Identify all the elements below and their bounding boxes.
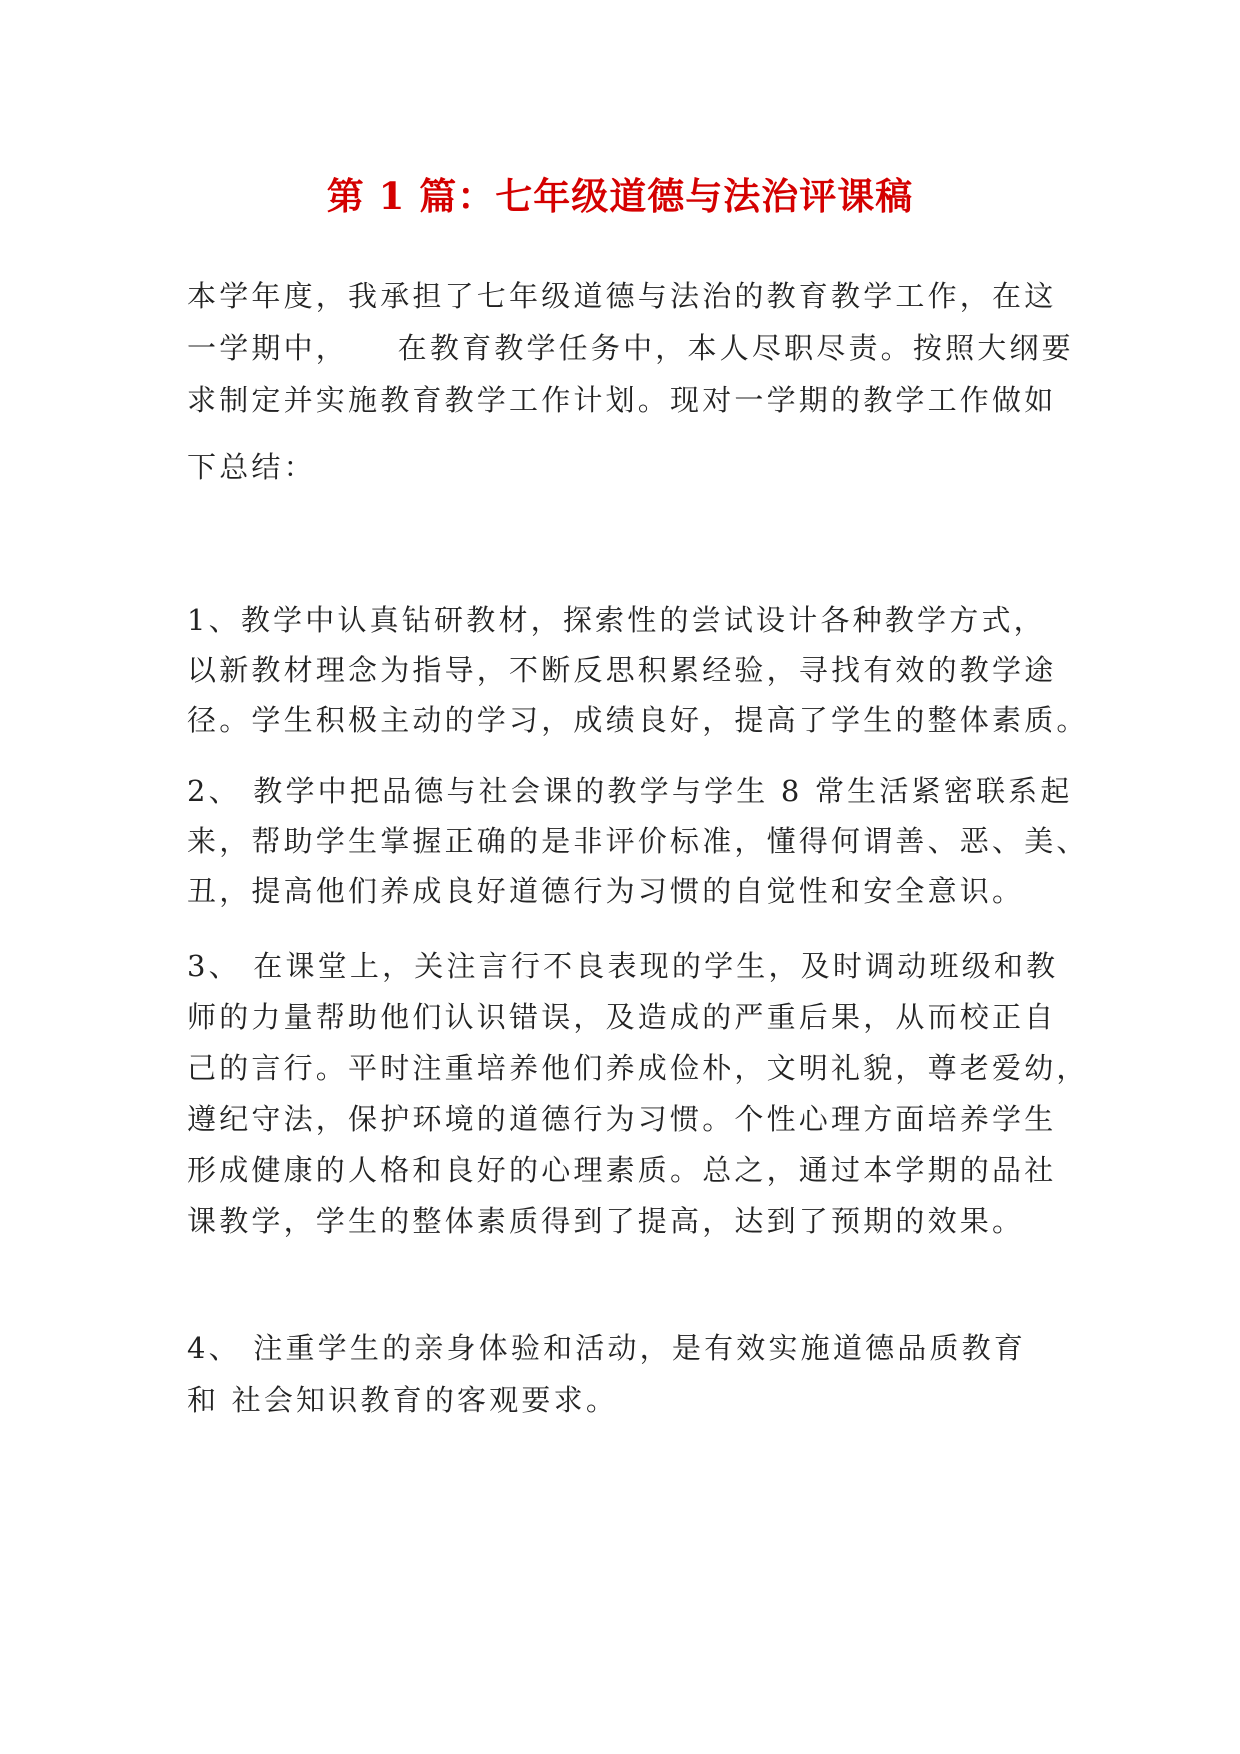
text-line: 2、 教学中把品德与社会课的教学与学生 8 常生活紧密联系起 [187,774,1073,808]
text-line: 求制定并实施教育教学工作计划。现对一学期的教学工作做如 [187,383,1057,417]
text-line: 师的力量帮助他们认识错误，及造成的严重后果，从而校正自 [187,1000,1057,1034]
text-line: 和 社会知识教育的客观要求。 [187,1383,619,1417]
text-line: 1、教学中认真钻研教材，探索性的尝试设计各种教学方式， [187,603,1046,637]
text-line: 一学期中， 在教育教学任务中，本人尽职尽责。按照大纲要 [187,331,1074,365]
paragraph-intro [187,270,1074,493]
paragraph-item-1 [187,595,1089,745]
text-line: 本学年度，我承担了七年级道德与法治的教育教学工作，在这 [187,279,1057,313]
text-line: 4、 注重学生的亲身体验和活动，是有效实施道德品质教育 [187,1331,1027,1365]
document-title: 第 1 篇：七年级道德与法治评课稿 [326,174,914,218]
paragraph-item-4 [187,1322,1067,1426]
text-line: 径。学生积极主动的学习，成绩良好，提高了学生的整体素质。 [187,703,1089,737]
text-line: 遵纪守法，保护环境的道德行为习惯。个性心理方面培养学生 [187,1102,1057,1136]
text-line: 3、 在课堂上，关注言行不良表现的学生，及时调动班级和教 [187,949,1059,983]
text-line: 以新教材理念为指导，不断反思积累经验，寻找有效的教学途 [187,653,1057,687]
paragraph-item-2 [187,766,1089,916]
text-line: 下总结： [187,450,316,484]
text-line: 己的言行。平时注重培养他们养成俭朴，文明礼貌，尊老爱幼， [187,1051,1089,1085]
text-line: 来，帮助学生掌握正确的是非评价标准，懂得何谓善、恶、美、 [187,824,1089,858]
paragraph-item-3 [187,941,1089,1247]
text-line: 丑，提高他们养成良好道德行为习惯的自觉性和安全意识。 [187,874,1025,908]
text-line: 形成健康的人格和良好的心理素质。总之，通过本学期的品社 [187,1153,1057,1187]
text-line: 课教学，学生的整体素质得到了提高，达到了预期的效果。 [187,1204,1025,1238]
